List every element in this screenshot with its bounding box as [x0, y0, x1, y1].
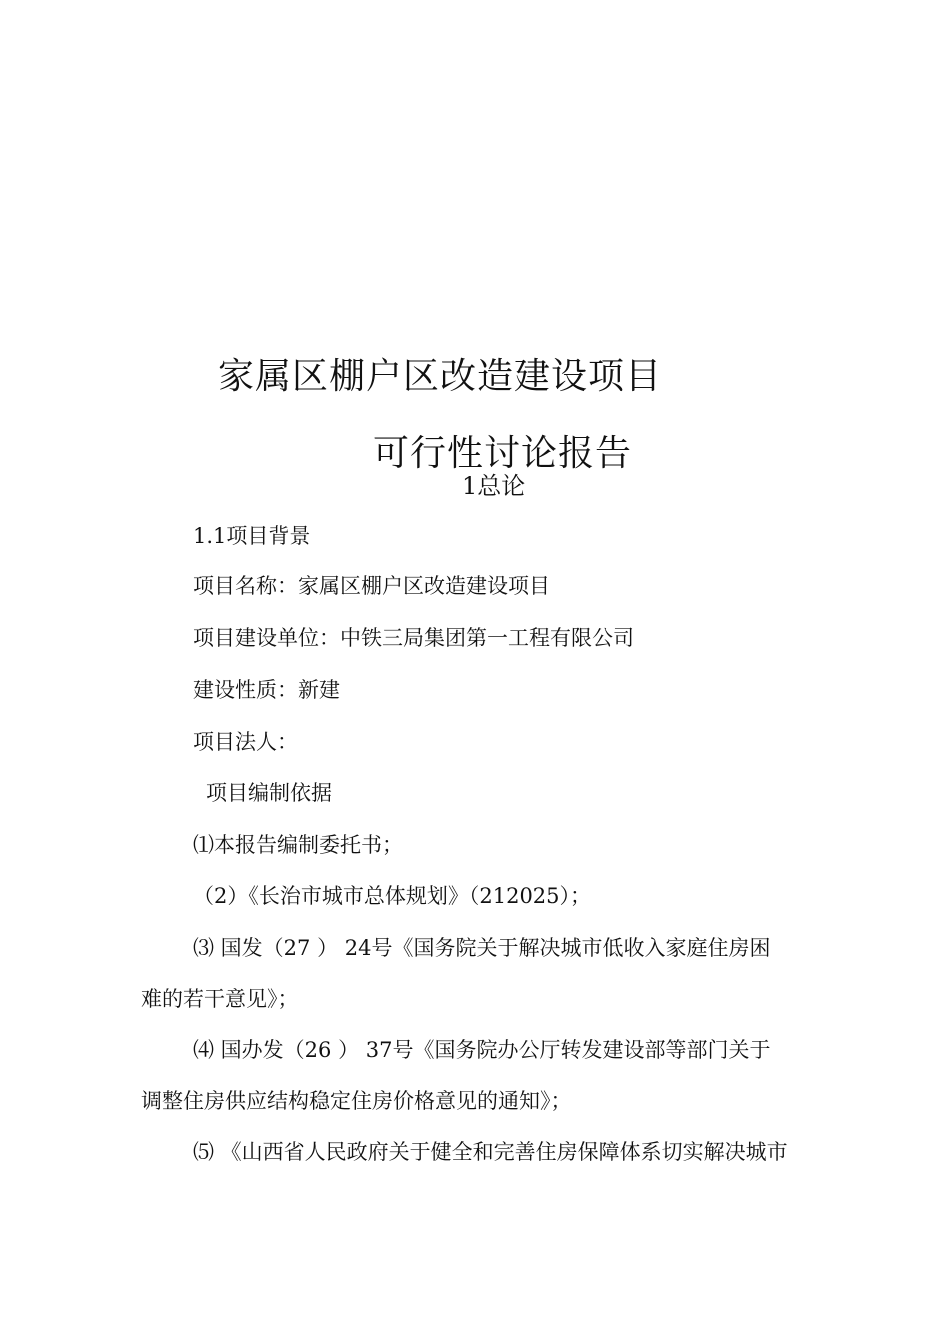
construction-nature: 建设性质：新建	[193, 678, 340, 702]
basis-item-3-cont: 难的若干意见》；	[141, 987, 299, 1011]
construction-unit: 项目建设单位：中铁三局集团第一工程有限公司	[193, 626, 634, 650]
basis-item-5: ⑸ 《山西省人民政府关于健全和完善住房保障体系切实解决城市	[193, 1140, 788, 1164]
legal-person: 项目法人：	[193, 730, 298, 754]
basis-item-4: ⑷ 国办发（26 ） 37号《国务院办公厅转发建设部等部门关于	[193, 1038, 771, 1062]
project-name: 项目名称：家属区棚户区改造建设项目	[193, 574, 550, 598]
basis-heading: 项目编制依据	[206, 781, 332, 805]
basis-item-1: ⑴本报告编制委托书；	[193, 833, 403, 857]
section-heading: 1.1项目背景	[193, 524, 311, 548]
document-title-line-1: 家属区棚户区改造建设项目	[218, 356, 663, 397]
basis-item-4-cont: 调整住房供应结构稳定住房价格意见的通知》；	[141, 1089, 572, 1113]
basis-item-2: （2）《长治市城市总体规划》（212025）；	[193, 884, 592, 908]
document-title-line-2: 可行性讨论报告	[373, 433, 633, 474]
chapter-heading: 1总论	[462, 472, 526, 500]
basis-item-3: ⑶ 国发（27 ） 24号《国务院关于解决城市低收入家庭住房困	[193, 936, 771, 960]
